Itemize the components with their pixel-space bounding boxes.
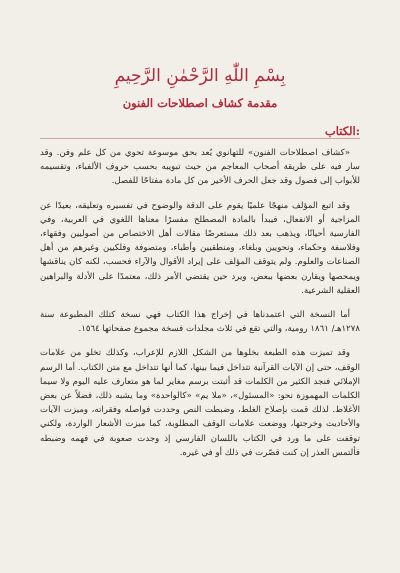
basmala: بِسْمِ اللّٰهِ الرَّحْمٰنِ الرَّحِيمِ — [114, 66, 286, 86]
body-text — [40, 146, 360, 468]
paragraph: وقد تميزت هذه الطبعة بخلوها من الشكل اللازم للإعراب، وكذلك تخلو من علامات الوقف، حتى إن الآيات القرآنية تتداخل فيما بينها، كما أنها تتداخل مع متن الكتاب. أما الرسم الإملائي فنجد الكثير من الكلمات قد أثبتت برسم مغاير لما هو متعارف عليه اليوم ولا سيما الكلمات المهموزة نحو: «المسئول»، «ملا يم» «كالواحدة» وما يشبه ذلك، فضلاً عن بعض الأغلاط. لذلك قمت بإصلاح الغلط، وضبطت النص وحددت فواصله وفقراته، وميزت الآيات والأحاديث وخرجتها، ووضعت علامات الوقف المطلوبة، كما ميزت الأشعار الواردة، ولكني توقفت على ما ورد في الكتاب باللسان الفارسي إذ وجدت صعوبة في فهمه وضبطه فألتمس العذر إن كنت قصّرت في ذلك أو في غيره. — [40, 348, 360, 458]
paragraph: وقد اتبع المؤلف منهجًا علميًا يقوم على الدقة والوضوح في تفسيره وتعليقه، بعيدًا عن المزاجية أو الانفعال، فيبدأ بالمادة المصطلح مفسرًا معناها اللغوي في العربية، وفي الفارسية أحيانًا، ويذهب بعد ذلك مستعرضًا مقالات أهل الاختصاص من أصوليين وفقهاء، وفلاسفة وحكماء، ونحويين وبلغاء، ومنطقيين وأطباء، ومتصوفة وفلكيين وغيرهم من أهل الصناعات والعلوم. ولم يتوقف المؤلف على إيراد الأقوال والآراء فحسب، لكنه كان يناقشها ويمحصها ويقارن بعضها ببعض، ويرد حين يقتضي الأمر ذلك، معتمدًا على الأدلة والبراهين العقلية الشرعية. — [40, 200, 360, 296]
section-heading: الكتاب: — [324, 124, 360, 138]
page-title: مقدمة كشاف اصطلاحات الفنون — [122, 96, 278, 110]
heading-divider — [40, 138, 360, 139]
paragraph: أما النسخة التي اعتمدناها في إخراج هذا الكتاب فهي نسخة كتلك المطبوعة سنة ١٢٧٨هـ/ ١٨٦١ رومية، والتي تقع في ثلاث مجلدات فسخة مجموع صفحاتها ١٥٦٤. — [40, 310, 360, 335]
paragraph: «كشاف اصطلاحات الفنون» للتهانوي يُعد بحق موسوعة تحوي من كل علم وفن. وقد سار فيه على طريقة أصحاب المعاجم من حيث تبويبه بحسب حروف الألفباء، وتقسيمه للأبواب إلى فصول وقد جعل الحرف الأخير من كل مادة مفتاحًا للفصل. — [40, 148, 360, 187]
